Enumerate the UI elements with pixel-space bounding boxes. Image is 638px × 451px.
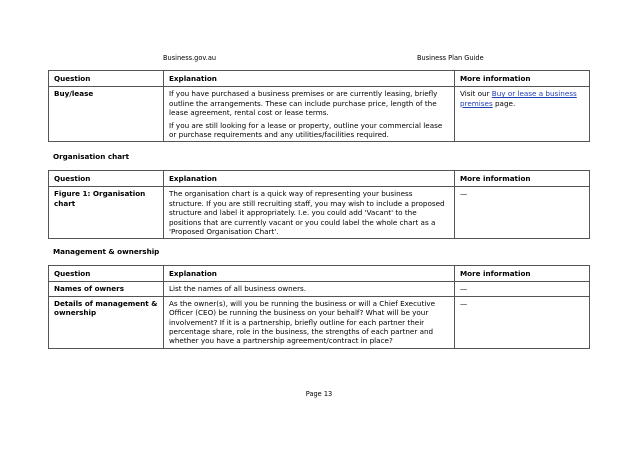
column-header-explanation: Explanation [164, 71, 455, 87]
more-info-suffix: page. [492, 98, 516, 108]
explanation-cell: List the names of all business owners. [164, 282, 455, 296]
question-cell: Details of management & ownership [49, 296, 164, 348]
column-header-more-info: More information [455, 71, 590, 87]
explanation-cell [164, 87, 455, 142]
table-header-row [49, 266, 590, 282]
column-header-explanation: Explanation [164, 266, 455, 282]
column-header-explanation: Explanation [164, 171, 455, 187]
section-heading-management-ownership: Management & ownership [53, 247, 160, 256]
management-ownership-table [48, 265, 590, 349]
explanation-cell: The organisation chart is a quick way of representing your business structure. If you are still recruiting staff, you may wish to include a proposed structure and label it appropriately. I.e. you could add 'Vacant' to the positions that are currently vacant or you could label the whole chart as a 'Proposed Organisation Chart'. [164, 187, 455, 239]
column-header-question: Question [49, 171, 164, 187]
explanation-paragraph: If you have purchased a business premises or are currently leasing, briefly outline the arrangements. These can include purchase price, length of the lease agreement, rental cost or lease terms. [169, 89, 438, 118]
explanation-cell: As the owner(s), will you be running the business or will a Chief Executive Officer (CEO) be running the business on your behalf? What will be your involvement? If it is a partnership, briefly outline for each partner their percentage share, role in the business, the strengths of each partner and whether you have a partnership agreement/contract in place? [164, 296, 455, 348]
page-number: Page 13 [305, 390, 333, 398]
table-row [49, 187, 590, 239]
question-cell: Figure 1: Organisation chart [49, 187, 164, 239]
column-header-question: Question [49, 266, 164, 282]
table-header-row [49, 171, 590, 187]
question-cell: Buy/lease [49, 87, 164, 142]
organisation-chart-table [48, 170, 590, 239]
column-header-question: Question [49, 71, 164, 87]
more-info-prefix: Visit our [460, 89, 492, 99]
more-info-cell [455, 87, 590, 142]
explanation-paragraph: If you are still looking for a lease or property, outline your commercial lease or purchase requirements and any utilities/facilities required. [169, 120, 443, 140]
question-cell: Names of owners [49, 282, 164, 296]
header-site-name: Business.gov.au [163, 54, 217, 62]
more-info-cell: — [455, 296, 590, 348]
buy-or-lease-premises-link[interactable]: Buy or lease a business premises [460, 89, 577, 108]
table-row [49, 296, 590, 348]
more-info-cell: — [455, 187, 590, 239]
table-header-row [49, 71, 590, 87]
column-header-more-info: More information [455, 171, 590, 187]
section-heading-organisation-chart: Organisation chart [53, 152, 130, 161]
more-info-cell: — [455, 282, 590, 296]
column-header-more-info: More information [455, 266, 590, 282]
header-document-title: Business Plan Guide [417, 54, 484, 62]
table-row [49, 282, 590, 296]
table-row [49, 87, 590, 142]
premises-table [48, 70, 590, 142]
